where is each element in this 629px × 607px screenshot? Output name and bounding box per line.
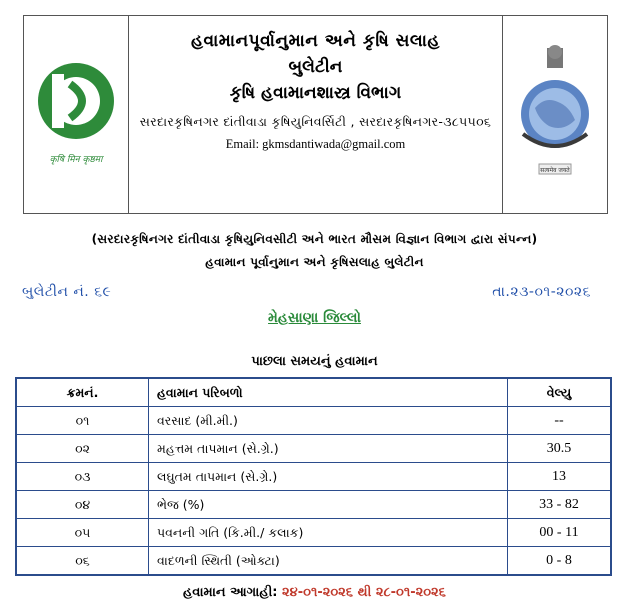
university-logo <box>24 16 129 213</box>
table-row <box>16 435 611 463</box>
table-row <box>16 463 611 491</box>
bulletin-number: બુલેટીન નં. ૬૯ <box>22 284 112 300</box>
row-value: 00 - 11 <box>508 519 612 547</box>
forecast-heading <box>0 585 629 600</box>
row-parameter: મહત્તમ તાપમાન (સે.ગ્રે.) <box>149 435 508 463</box>
header-value: વેલ્યુ <box>508 378 612 407</box>
row-value: 33 - 82 <box>508 491 612 519</box>
bulletin-title: હવામાનપૂર્વાનુમાન અને કૃષિ સલાહ <box>190 31 441 51</box>
bulletin-date: તા.૨૩-૦૧-૨૦૨૬ <box>492 284 591 300</box>
row-serial: ૦૬ <box>16 547 149 576</box>
past-weather-title: પાછલા સમયનું હવામાન <box>251 354 378 369</box>
address: સરદારકૃષિનગર દાંતીવાડા કૃષિયુનિવર્સિટી , સરદારકૃષિનગર-૩૮૫૫૦૬ <box>139 114 492 129</box>
header-serial-no: ક્રમનં. <box>16 378 149 407</box>
subtitle-organisations: (સરદારકૃષિનગર દાંતીવાડા કૃષિયુનિવસીટી અને ભારત મૌસમ વિજ્ઞાન વિભાગ દ્વારા સંપન્ન) <box>91 232 538 246</box>
row-parameter: પવનની ગતિ (કિ.મી./ કલાક) <box>149 519 508 547</box>
district-name <box>0 310 629 326</box>
row-parameter: ભેજ (%) <box>149 491 508 519</box>
row-value: 0 - 8 <box>508 547 612 576</box>
email: Email: gkmsdantiwada@gmail.com <box>225 137 406 151</box>
department-title: કૃષિ હવામાનશાસ્ત્ર વિભાગ <box>229 83 402 103</box>
subtitle-bulletin: હવામાન પૂર્વાનુમાન અને કૃષિસલાહ બુલેટીન <box>205 255 424 269</box>
row-serial: ૦૨ <box>16 435 149 463</box>
row-parameter: વરસાદ (મી.મી.) <box>149 407 508 435</box>
header-parameter: હવામાન પરિબળો <box>149 378 508 407</box>
table-row <box>16 547 611 576</box>
forecast-label: હવામાન આગાહી: <box>183 585 278 600</box>
table-header-row <box>16 378 611 407</box>
row-serial: ૦૫ <box>16 519 149 547</box>
imd-emblem-icon <box>503 16 607 215</box>
table-row <box>16 407 611 435</box>
university-logo-icon <box>24 16 128 215</box>
forecast-dates: ૨૪-૦૧-૨૦૨૬ થી ૨૮-૦૧-૨૦૨૬ <box>282 585 446 600</box>
row-serial: ૦૩ <box>16 463 149 491</box>
row-value: -- <box>508 407 612 435</box>
row-value: 13 <box>508 463 612 491</box>
row-parameter: વાદળની સ્થિતી (ઓક્ટા) <box>149 547 508 576</box>
bulletin-title-bulletin: બુલેટીન <box>288 57 343 77</box>
past-weather-table <box>15 377 612 576</box>
row-parameter: લઘુતમ તાપમાન (સે.ગ્રે.) <box>149 463 508 491</box>
row-serial: ૦૪ <box>16 491 149 519</box>
district-label: મેહસાણા જિલ્લો <box>268 310 361 326</box>
row-value: 30.5 <box>508 435 612 463</box>
header-titles <box>129 16 503 213</box>
row-serial: ૦૧ <box>16 407 149 435</box>
university-logo-text: कृषि मिन कृष्ठमा <box>49 155 103 165</box>
table-row <box>16 491 611 519</box>
table-row <box>16 519 611 547</box>
imd-logo <box>503 16 607 213</box>
bulletin-header <box>23 15 608 214</box>
imd-emblem-motto: सत्यमेव जयते <box>540 167 570 174</box>
